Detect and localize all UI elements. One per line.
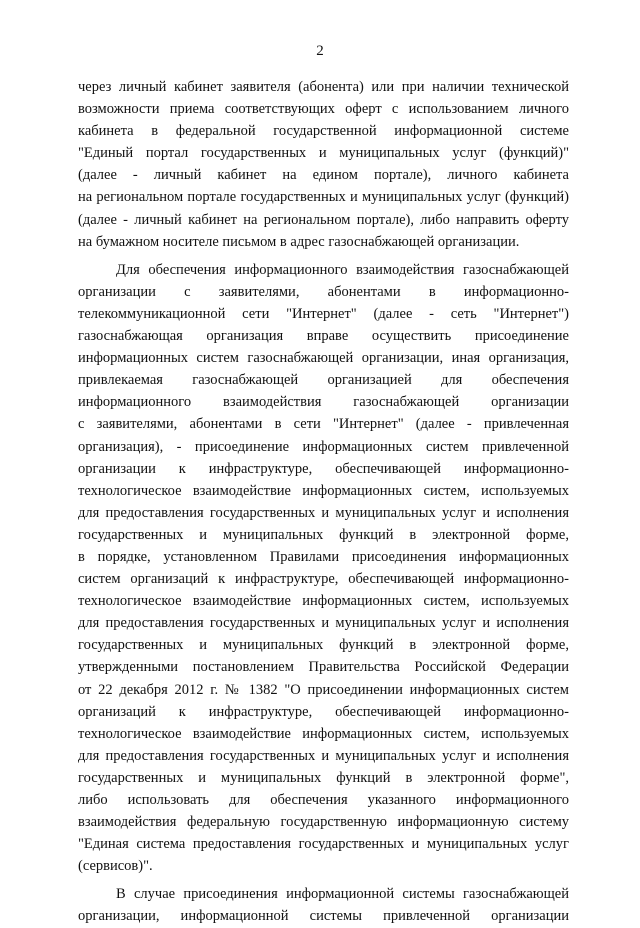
text-line: телекоммуникационной сети "Интернет" (далее - сеть "Интернет") — [78, 305, 569, 322]
text-line: на региональном портале государственных и муниципальных услуг (функций) — [78, 189, 569, 206]
text-line: "Единая система предоставления государственных и муниципальных услуг — [78, 836, 569, 853]
text-line: газоснабжающая организация вправе осуществить присоединение — [78, 328, 569, 345]
text-line: (сервисов)". — [78, 858, 153, 875]
text-line: от 22 декабря 2012 г. № 1382 "О присоединении информационных систем — [78, 681, 569, 698]
text-line: информационного взаимодействия газоснабжающей организации — [78, 394, 569, 411]
text-line: с заявителями, абонентами в сети "Интернет" (далее - привлеченная — [78, 416, 569, 433]
text-line: технологическое взаимодействие информационных систем, используемых — [78, 725, 569, 742]
text-line: технологическое взаимодействие информационных систем, используемых — [78, 482, 569, 499]
text-line: для предоставления государственных и муниципальных услуг и исполнения — [78, 615, 569, 632]
text-line: организации к инфраструктуре, обеспечивающей информационно- — [78, 460, 569, 477]
text-line: кабинета в федеральной государственной информационной системе — [78, 123, 569, 140]
text-line: организации, информационной системы привлеченной организации — [78, 908, 569, 925]
text-line: организаций к инфраструктуре, обеспечивающей информационно- — [78, 703, 569, 720]
text-line: на бумажном носителе письмом в адрес газоснабжающей организации. — [78, 233, 520, 250]
text-line: В случае присоединения информационной системы газоснабжающей — [116, 886, 569, 903]
text-line: (далее - личный кабинет на едином портале), личного кабинета — [78, 167, 569, 184]
text-line: организации с заявителями, абонентами в информационно- — [78, 283, 569, 300]
paragraph-1 — [78, 76, 569, 253]
text-line: взаимодействия федеральную государственную информационную систему — [78, 814, 569, 831]
text-line: возможности приема соответствующих оферт с использованием личного — [78, 101, 569, 118]
text-line: государственных и муниципальных функций в электронной форме, — [78, 637, 569, 654]
text-line: "Единый портал государственных и муниципальных услуг (функций)" — [78, 145, 569, 162]
paragraph-2 — [78, 259, 569, 878]
text-line: технологическое взаимодействие информационных систем, используемых — [78, 593, 569, 610]
text-line: информационных систем газоснабжающей организации, иная организация, — [78, 350, 569, 367]
text-line: через личный кабинет заявителя (абонента) или при наличии технической — [78, 79, 569, 95]
text-line: либо использовать для обеспечения указанного информационного — [78, 792, 569, 808]
text-line: Для обеспечения информационного взаимодействия газоснабжающей — [116, 261, 569, 278]
text-line: государственных и муниципальных функций в электронной форме, — [78, 526, 569, 543]
text-line: систем организаций к инфраструктуре, обеспечивающей информационно- — [78, 571, 569, 588]
text-line: в порядке, установленном Правилами присоединения информационных — [78, 548, 569, 565]
text-line: для предоставления государственных и муниципальных услуг и исполнения — [78, 747, 569, 764]
body-text — [78, 76, 569, 928]
paragraph-3 — [78, 883, 569, 927]
text-line: привлекаемая газоснабжающей организацией для обеспечения — [78, 372, 569, 389]
text-line: (далее - личный кабинет на региональном портале), либо направить оферту — [78, 211, 569, 228]
text-line: государственных и муниципальных функций в электронной форме", — [78, 769, 569, 786]
page-number: 2 — [316, 43, 324, 59]
text-line: для предоставления государственных и муниципальных услуг и исполнения — [78, 504, 569, 521]
text-line: организация), - присоединение информационных систем привлеченной — [78, 438, 569, 455]
text-line: утвержденными постановлением Правительства Российской Федерации — [78, 659, 569, 676]
